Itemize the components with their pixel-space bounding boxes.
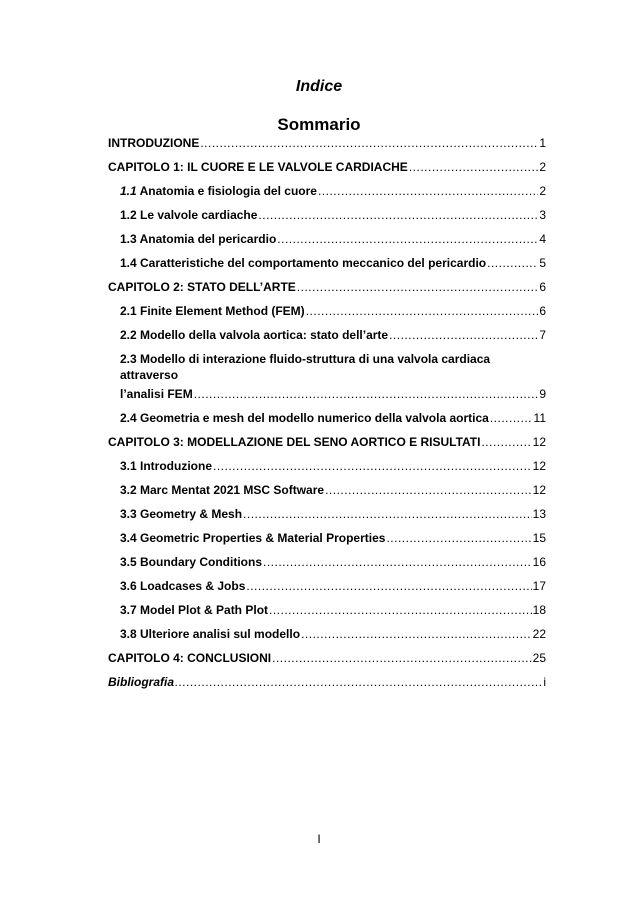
toc-page-number: i xyxy=(543,675,546,689)
dot-leader xyxy=(269,602,532,618)
toc-page-number: 12 xyxy=(532,459,546,473)
toc-page-number: 17 xyxy=(532,579,546,593)
toc-page-number: 6 xyxy=(539,280,546,294)
dot-leader xyxy=(487,255,538,271)
toc-entry-3-6[interactable] xyxy=(108,578,546,594)
toc-entry-label: Bibliografia xyxy=(108,675,175,689)
dot-leader xyxy=(213,458,532,474)
dot-leader xyxy=(386,530,531,546)
toc-page-number: 4 xyxy=(539,232,546,246)
toc-entry-1-1[interactable] xyxy=(108,183,546,199)
toc-entry-label xyxy=(120,183,317,199)
toc-entry-capitolo-2[interactable] xyxy=(108,279,546,295)
toc-entry-3-8[interactable] xyxy=(108,626,546,642)
toc-page-number: 12 xyxy=(532,435,546,449)
toc-entry-label: 3.3 Geometry & Mesh xyxy=(120,507,243,521)
toc-entry-label: INTRODUZIONE xyxy=(108,136,200,150)
toc-page-number: 1 xyxy=(539,136,546,150)
section-title: Anatomia e fisiologia del cuore xyxy=(136,184,317,198)
toc-entry-2-1[interactable] xyxy=(108,303,546,319)
toc-entry-capitolo-4[interactable] xyxy=(108,650,546,666)
toc-entry-1-3[interactable] xyxy=(108,231,546,247)
toc-entry-label: 2.4 Geometria e mesh del modello numerico della valvola aortica xyxy=(120,411,489,425)
dot-leader xyxy=(297,279,539,295)
dot-leader xyxy=(481,434,531,450)
toc-entry-label-line2: l’analisi FEM xyxy=(120,387,193,401)
toc-page-number: 15 xyxy=(532,531,546,545)
toc-entry-label: 3.2 Marc Mentat 2021 MSC Software xyxy=(120,483,325,497)
dot-leader xyxy=(263,554,532,570)
toc-entry-label: 3.6 Loadcases & Jobs xyxy=(120,579,246,593)
toc-entry-label: 1.2 Le valvole cardiache xyxy=(120,208,258,222)
dot-leader xyxy=(194,386,539,402)
dot-leader xyxy=(277,231,538,247)
dot-leader xyxy=(409,159,539,175)
dot-leader xyxy=(175,674,542,690)
toc-entry-label: 3.8 Ulteriore analisi sul modello xyxy=(120,627,301,641)
section-number: 1.1 xyxy=(120,184,137,198)
toc-page-number: 12 xyxy=(532,483,546,497)
page-number-footer: I xyxy=(317,832,321,846)
toc-entry-line2 xyxy=(120,386,546,402)
dot-leader xyxy=(325,482,532,498)
dot-leader xyxy=(258,207,538,223)
toc-entry-bibliografia[interactable] xyxy=(108,674,546,690)
toc-entry-label: 3.5 Boundary Conditions xyxy=(120,555,263,569)
toc-entry-label: 1.4 Caratteristiche del comportamento meccanico del pericardio xyxy=(120,256,487,270)
toc-entry-1-4[interactable] xyxy=(108,255,546,271)
toc-page-number: 13 xyxy=(532,507,546,521)
toc-entry-label: CAPITOLO 2: STATO DELL’ARTE xyxy=(108,280,296,294)
toc-entry-label: CAPITOLO 4: CONCLUSIONI xyxy=(108,651,272,665)
dot-leader xyxy=(200,135,538,151)
dot-leader xyxy=(306,303,539,319)
toc-entry-2-3[interactable] xyxy=(108,351,546,402)
toc-entry-3-2[interactable] xyxy=(108,482,546,498)
toc-entry-3-3[interactable] xyxy=(108,506,546,522)
toc-entry-label: 1.3 Anatomia del pericardio xyxy=(120,232,277,246)
dot-leader xyxy=(272,650,532,666)
toc-page-number: 7 xyxy=(539,328,546,342)
toc-page-number: 18 xyxy=(532,603,546,617)
table-of-contents xyxy=(108,135,546,690)
toc-entry-label: 2.2 Modello della valvola aortica: stato dell’arte xyxy=(120,328,389,342)
toc-entry-introduzione[interactable] xyxy=(108,135,546,151)
toc-page-number: 6 xyxy=(539,304,546,318)
toc-title: Sommario xyxy=(277,115,361,134)
toc-page-number: 16 xyxy=(532,555,546,569)
toc-entry-label: 3.7 Model Plot & Path Plot xyxy=(120,603,269,617)
toc-entry-label: CAPITOLO 3: MODELLAZIONE DEL SENO AORTICO E RISULTATI xyxy=(108,435,481,449)
toc-entry-2-4[interactable] xyxy=(108,410,546,426)
dot-leader xyxy=(246,578,531,594)
toc-entry-label: 2.1 Finite Element Method (FEM) xyxy=(120,304,305,318)
toc-entry-3-5[interactable] xyxy=(108,554,546,570)
toc-page-number: 9 xyxy=(539,387,546,401)
toc-page-number: 25 xyxy=(532,651,546,665)
dot-leader xyxy=(389,327,538,343)
toc-entry-2-2[interactable] xyxy=(108,327,546,343)
toc-entry-label: CAPITOLO 1: IL CUORE E LE VALVOLE CARDIACHE xyxy=(108,160,408,174)
toc-entry-3-1[interactable] xyxy=(108,458,546,474)
toc-entry-label: 3.1 Introduzione xyxy=(120,459,213,473)
toc-page-number: 11 xyxy=(533,411,546,425)
toc-page-number: 2 xyxy=(539,184,546,198)
toc-entry-capitolo-1[interactable] xyxy=(108,159,546,175)
toc-page-number: 22 xyxy=(532,627,546,641)
toc-page-number: 2 xyxy=(539,160,546,174)
dot-leader xyxy=(243,506,532,522)
toc-entry-3-7[interactable] xyxy=(108,602,546,618)
dot-leader xyxy=(318,183,538,199)
page-title: Indice xyxy=(295,78,343,95)
toc-page-number: 3 xyxy=(539,208,546,222)
dot-leader xyxy=(301,626,532,642)
toc-entry-3-4[interactable] xyxy=(108,530,546,546)
toc-entry-label: 3.4 Geometric Properties & Material Properties xyxy=(120,531,386,545)
toc-entry-capitolo-3[interactable] xyxy=(108,434,546,450)
dot-leader xyxy=(490,410,533,426)
toc-page-number: 5 xyxy=(539,256,546,270)
toc-entry-1-2[interactable] xyxy=(108,207,546,223)
toc-entry-label-line1: 2.3 Modello di interazione fluido-struttura di una valvola cardiaca attraverso xyxy=(120,352,491,382)
